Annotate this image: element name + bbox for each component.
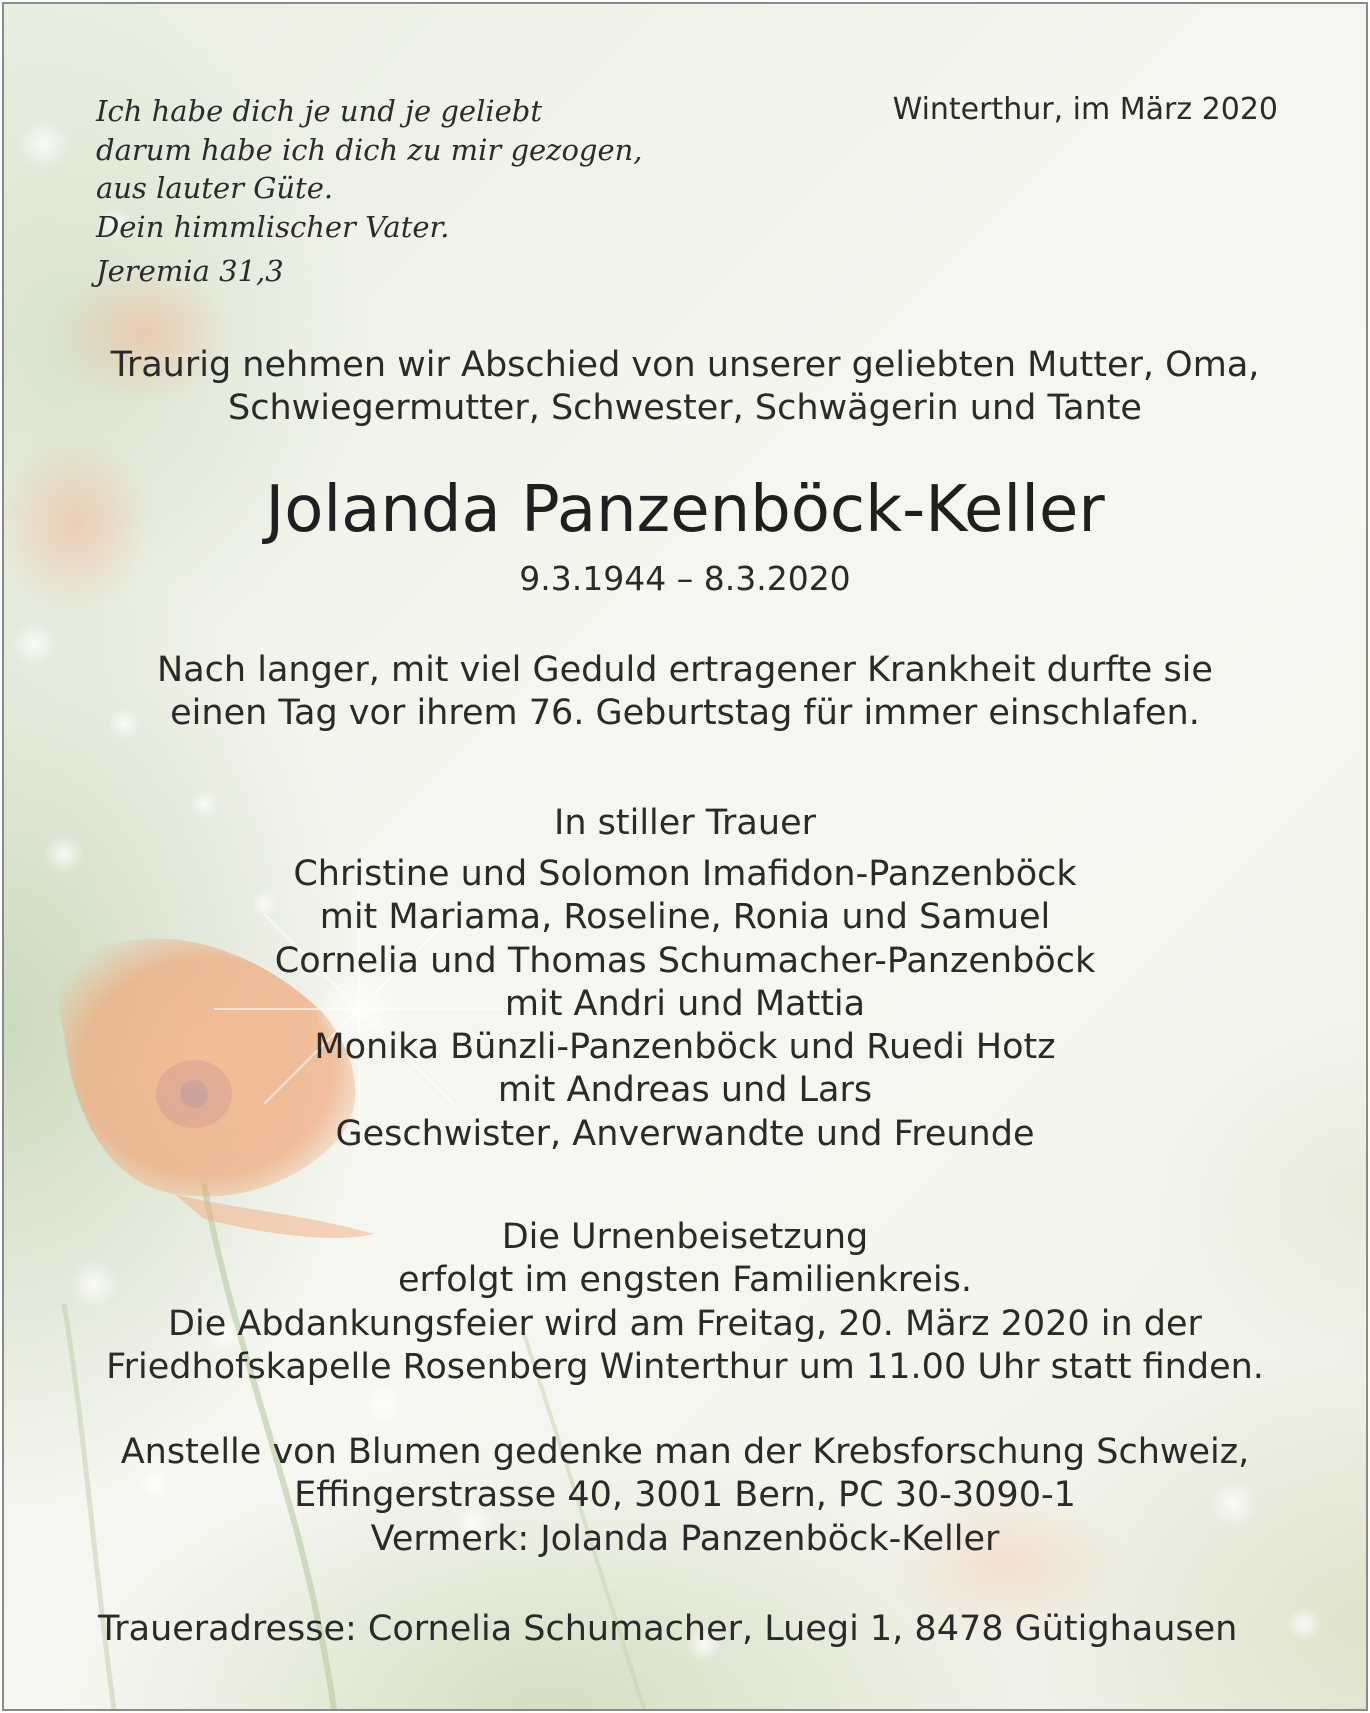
donation-line: Vermerk: Jolanda Panzenböck-Keller [370,1518,1000,1559]
mourner-line: mit Andreas und Lars [497,1070,873,1111]
obituary-card [2,2,1368,1711]
donation-info [4,1431,1366,1561]
life-dates: 9.3.1944 – 8.3.2020 [519,559,851,598]
mourner-line: Christine und Solomon Imafidon-Panzenböck [293,854,1077,894]
intro-line: Traurig nehmen wir Abschied von unserer geliebten Mutter, Oma, [110,345,1260,385]
burial-line: Friedhofskapelle Rosenberg Winterthur um 11.00 Uhr statt finden. [106,1346,1264,1387]
intro-line: Schwiegermutter, Schwester, Schwägerin und Tante [228,388,1142,428]
illness-text [4,649,1366,735]
mourning-address: Traueradresse: Cornelia Schumacher, Luegi 1, 8478 Gütighausen [98,1609,1238,1649]
quote-reference: Jeremia 31,3 [96,254,284,288]
bible-quote [96,92,716,246]
mourner-line: mit Mariama, Roseline, Ronia und Samuel [319,897,1051,938]
intro-text [4,344,1366,430]
donation-line: Anstelle von Blumen gedenke man der Krebsforschung Schweiz, [120,1432,1250,1472]
mourner-line: Geschwister, Anverwandte und Freunde [335,1113,1035,1154]
quote-line: aus lauter Güte. [96,171,334,205]
mourners-list [4,853,1366,1156]
place-date: Winterthur, im März 2020 [892,92,1278,127]
mourning-title: In stiller Trauer [554,803,816,843]
deceased-name: Jolanda Panzenböck-Keller [265,473,1105,547]
burial-line: Die Abdankungsfeier wird am Freitag, 20. März 2020 in der [168,1303,1202,1344]
quote-line: Dein himmlischer Vater. [96,209,450,244]
illness-line: einen Tag vor ihrem 76. Geburtstag für immer einschlafen. [170,693,1200,733]
quote-line: darum habe ich dich zu mir gezogen, [96,132,643,167]
mourner-line: mit Andri und Mattia [504,983,866,1024]
illness-line: Nach langer, mit viel Geduld ertragener Krankheit durfte sie [157,650,1213,690]
burial-info [4,1216,1366,1389]
burial-line: Die Urnenbeisetzung [501,1217,869,1257]
burial-line: erfolgt im engsten Familienkreis. [398,1260,972,1301]
mourner-line: Cornelia und Thomas Schumacher-Panzenböck [274,940,1096,981]
donation-line: Effingerstrasse 40, 3001 Bern, PC 30-3090-1 [294,1475,1076,1516]
quote-line: Ich habe dich je und je geliebt [96,94,543,128]
mourner-line: Monika Bünzli-Panzenböck und Ruedi Hotz [314,1027,1056,1068]
